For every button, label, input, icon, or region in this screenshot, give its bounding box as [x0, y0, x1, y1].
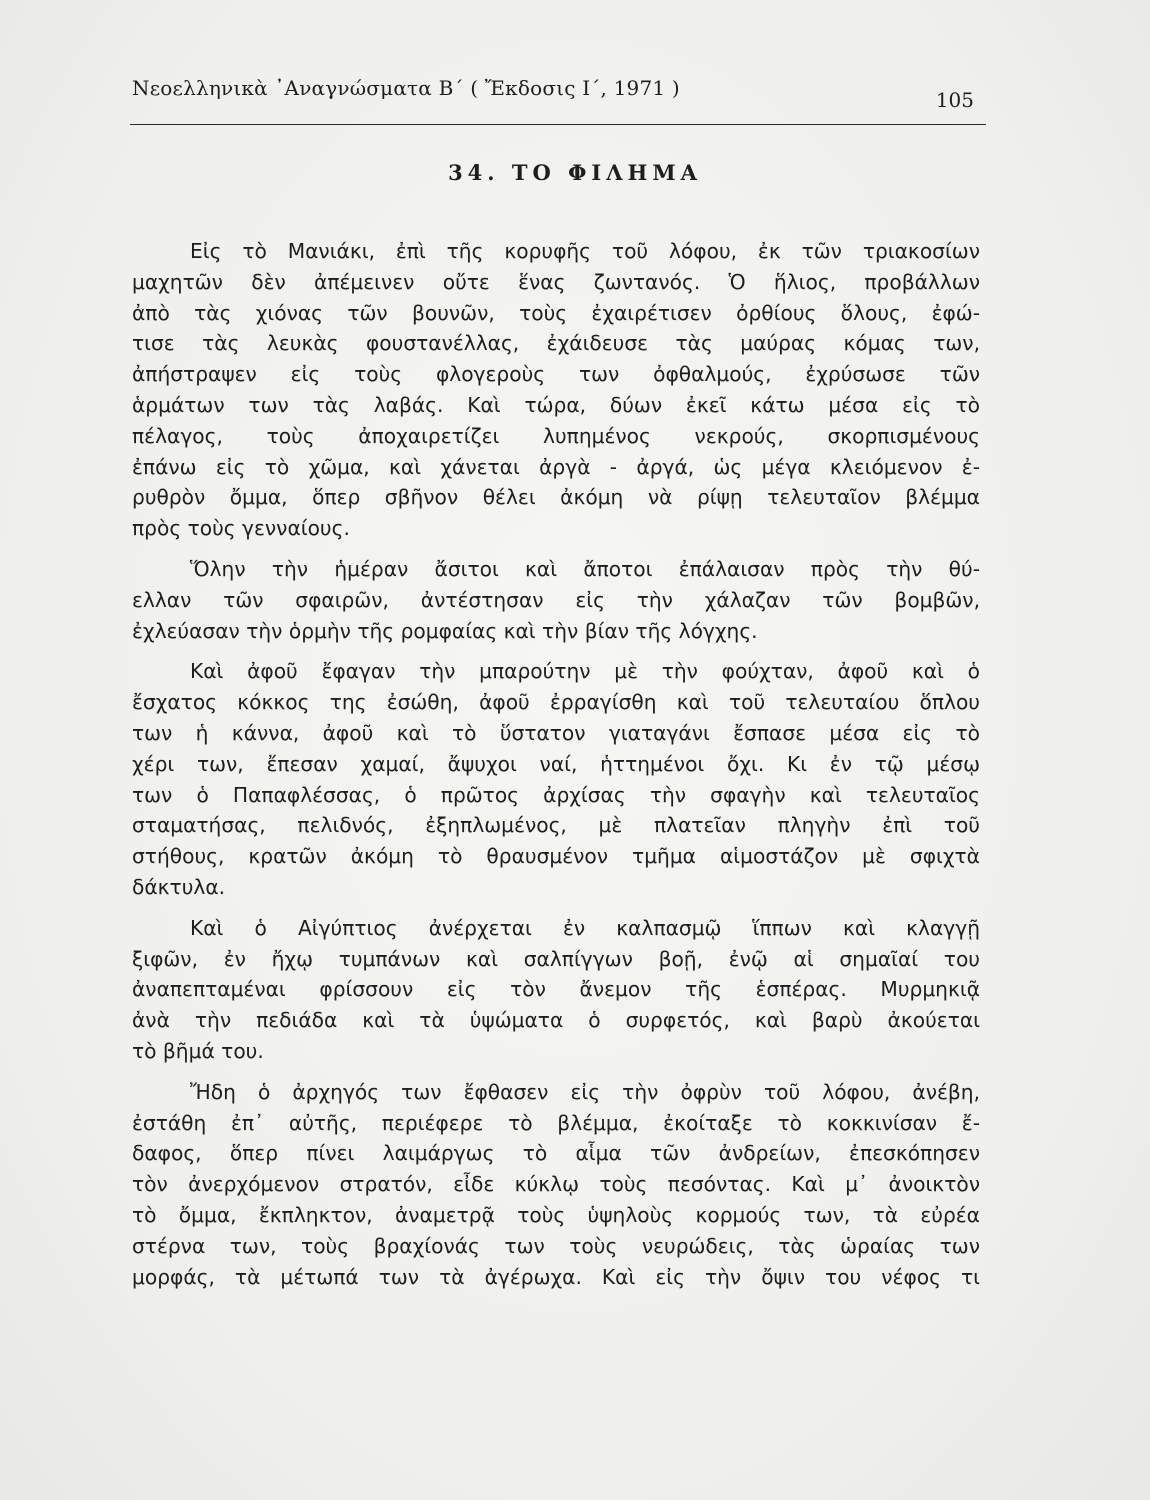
- text-line: ελλαν τῶν σφαιρῶν, ἀντέστησαν εἰς τὴν χάλαζαν τῶν βομβῶν,: [132, 587, 980, 612]
- chapter-title: 34. ΤΟ ΦΙΛΗΜΑ: [448, 160, 702, 185]
- text-line: των ἡ κάννα, ἀφοῦ καὶ τὸ ὕστατον γιαταγάνι ἔσπασε μέσα εἰς τὸ: [132, 720, 980, 745]
- text-line: Καὶ ὁ Αἰγύπτιος ἀνέρχεται ἐν καλπασμῷ ἵππων καὶ κλαγγῇ: [190, 915, 980, 940]
- paragraph: [132, 554, 980, 646]
- page-number: 105: [935, 88, 974, 112]
- text-line: των ὁ Παπαφλέσσας, ὁ πρῶτος ἀρχίσας τὴν σφαγὴν καὶ τελευταῖος: [132, 782, 980, 807]
- text-line: τὸ βῆμά του.: [132, 1038, 264, 1063]
- text-line: ἔσχατος κόκκος της ἐσώθη, ἀφοῦ ἐρραγίσθη καὶ τοῦ τελευταίου ὅπλου: [132, 690, 980, 715]
- body-text: [132, 236, 980, 1292]
- paragraph: [132, 656, 980, 902]
- text-line: ἀνὰ τὴν πεδιάδα καὶ τὰ ὑψώματα ὁ συρφετός, καὶ βαρὺ ἀκούεται: [132, 1008, 980, 1033]
- paragraph: [132, 236, 980, 544]
- text-line: πέλαγος, τοὺς ἀποχαιρετίζει λυπημένος νεκρούς, σκορπισμένους: [132, 423, 980, 448]
- text-line: ἀναπεπταμέναι φρίσσουν εἰς τὸν ἄνεμον τῆς ἑσπέρας. Μυρμηκιᾷ: [132, 977, 980, 1002]
- text-line: δάκτυλα.: [132, 874, 226, 899]
- header-rule: [130, 124, 986, 125]
- text-line: Εἰς τὸ Μανιάκι, ἐπὶ τῆς κορυφῆς τοῦ λόφου, ἐκ τῶν τριακοσίων: [190, 239, 980, 263]
- text-line: ἁρμάτων των τὰς λαβάς. Καὶ τώρα, δύων ἐκεῖ κάτω μέσα εἰς τὸ: [132, 392, 980, 417]
- text-line: ἐπάνω εἰς τὸ χῶμα, καὶ χάνεται ἀργὰ - ἀργά, ὡς μέγα κλειόμενον ἐ-: [132, 454, 980, 479]
- text-line: ἀπὸ τὰς χιόνας τῶν βουνῶν, τοὺς ἐχαιρέτισεν ὀρθίους ὅλους, ἐφώ-: [132, 300, 980, 325]
- text-line: μορφάς, τὰ μέτωπά των τὰ ἀγέρωχα. Καὶ εἰς τὴν ὄψιν του νέφος τι: [132, 1264, 980, 1289]
- text-line: ρυθρὸν ὄμμα, ὅπερ σβῆνον θέλει ἀκόμη νὰ ρίψῃ τελευταῖον βλέμμα: [132, 485, 980, 510]
- page-header: [132, 72, 980, 112]
- text-line: τὸν ἀνερχόμενον στρατόν, εἶδε κύκλῳ τοὺς πεσόντας. Καὶ μ᾿ ἀνοικτὸν: [132, 1172, 980, 1197]
- text-line: στέρνα των, τοὺς βραχίονάς των τοὺς νευρώδεις, τὰς ὡραίας των: [132, 1233, 980, 1258]
- text-line: μαχητῶν δὲν ἀπέμεινεν οὔτε ἕνας ζωντανός. Ὁ ἥλιος, προβάλλων: [132, 269, 980, 294]
- text-line: Ὅλην τὴν ἡμέραν ἄσιτοι καὶ ἄποτοι ἐπάλαισαν πρὸς τὴν θύ-: [190, 556, 980, 581]
- text-line: στήθους, κρατῶν ἀκόμη τὸ θραυσμένον τμῆμα αἱμοστάζον μὲ σφιχτὰ: [132, 844, 980, 869]
- text-line: ἐστάθη ἐπ᾿ αὐτῆς, περιέφερε τὸ βλέμμα, ἐκοίταξε τὸ κοκκινίσαν ἔ-: [132, 1110, 980, 1135]
- text-line: τισε τὰς λευκὰς φουστανέλλας, ἐχάιδευσε τὰς μαύρας κόμας των,: [132, 331, 980, 356]
- paragraph: [132, 1077, 980, 1293]
- text-line: δαφος, ὅπερ πίνει λαιμάργως τὸ αἷμα τῶν ἀνδρείων, ἐπεσκόπησεν: [132, 1141, 980, 1166]
- text-line: Ἤδη ὁ ἀρχηγός των ἔφθασεν εἰς τὴν ὀφρὺν τοῦ λόφου, ἀνέβη,: [190, 1079, 980, 1104]
- text-line: ἐχλεύασαν τὴν ὁρμὴν τῆς ρομφαίας καὶ τὴν βίαν τῆς λόγχης.: [132, 618, 758, 643]
- text-line: τὸ ὄμμα, ἔκπληκτον, ἀναμετρᾷ τοὺς ὑψηλοὺς κορμούς των, τὰ εὐρέα: [132, 1202, 980, 1227]
- text-line: Καὶ ἀφοῦ ἔφαγαν τὴν μπαρούτην μὲ τὴν φούχταν, ἀφοῦ καὶ ὁ: [190, 659, 980, 684]
- paragraph: [132, 913, 980, 1067]
- text-line: σταματήσας, πελιδνός, ἐξηπλωμένος, μὲ πλατεῖαν πληγὴν ἐπὶ τοῦ: [132, 813, 980, 838]
- text-line: ἀπήστραψεν εἰς τοὺς φλογεροὺς των ὀφθαλμούς, ἐχρύσωσε τῶν: [132, 362, 980, 387]
- text-line: πρὸς τοὺς γενναίους.: [132, 516, 350, 541]
- text-line: ξιφῶν, ἐν ἤχῳ τυμπάνων καὶ σαλπίγγων βοῇ, ἐνῷ αἱ σημαῖαί του: [132, 946, 980, 971]
- text-line: χέρι των, ἔπεσαν χαμαί, ἄψυχοι ναί, ἡττημένοι ὄχι. Κι ἐν τῷ μέσῳ: [132, 751, 980, 776]
- running-head: Νεοελληνικὰ ᾿Αναγνώσματα Β΄ ( Ἔκδοσις Ι΄, 1971 ): [132, 76, 680, 100]
